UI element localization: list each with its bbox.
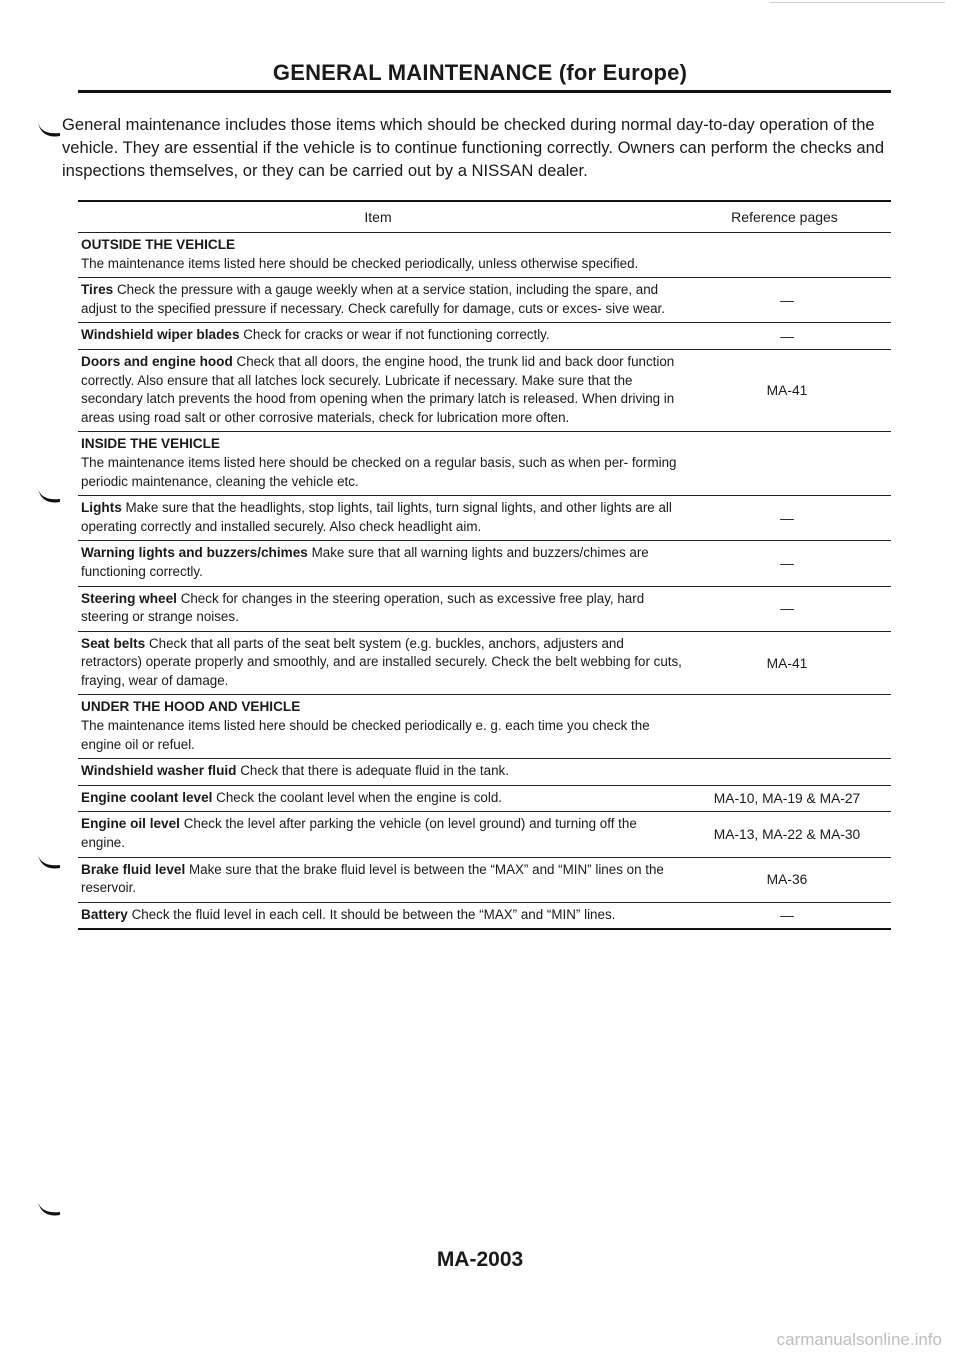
table-row: [78, 541, 891, 585]
revision-mark-icon: [36, 121, 62, 139]
watermark: carmanualsonline.info: [776, 1330, 942, 1349]
item-label: Brake fluid level: [81, 861, 186, 877]
item-cell: [78, 903, 683, 929]
header-reference-pages: Reference pages: [731, 209, 838, 225]
table-row: [78, 350, 891, 431]
revision-mark-icon: [36, 487, 62, 505]
item-cell: [78, 496, 683, 540]
item-label: Tires: [81, 282, 114, 298]
maintenance-table: [78, 200, 891, 930]
table-row: [78, 812, 891, 856]
reference-page: —: [780, 510, 794, 526]
item-cell: [78, 632, 683, 695]
item-label: Engine coolant level: [81, 789, 213, 805]
reference-page: —: [780, 292, 794, 308]
item-description: Check the fluid level in each cell. It should be between the “MAX” and “MIN” lines.: [131, 906, 616, 922]
scan-edge-line: [770, 2, 945, 3]
item-description: Make sure that the headlights, stop lights, tail lights, turn signal lights, and other lights are all operating correctly and installed securely. Also check headlight aim.: [81, 500, 672, 534]
item-label: Windshield washer fluid: [81, 763, 237, 779]
table-body: [78, 233, 891, 928]
item-description: Check for cracks or wear if not functioning correctly.: [243, 327, 550, 343]
reference-page: MA-13, MA-22 & MA-30: [713, 827, 861, 843]
table-header: [78, 202, 891, 232]
table-row: [78, 323, 891, 349]
item-label: UNDER THE HOOD AND VEHICLE: [81, 699, 301, 715]
reference-page: —: [780, 328, 794, 344]
item-cell: [78, 695, 683, 758]
item-cell: [78, 541, 683, 585]
item-cell: [78, 759, 683, 785]
header-item: Item: [364, 209, 392, 225]
item-label: Steering wheel: [81, 590, 177, 606]
item-label: Windshield wiper blades: [81, 327, 240, 343]
table-row: [78, 233, 891, 277]
item-label: INSIDE THE VEHICLE: [81, 436, 220, 452]
item-description: Check the pressure with a gauge weekly when at a service station, including the spare, and adjust to the specified pressure if necessary. Check carefully for damage, cuts or exces- sive wear.: [81, 282, 665, 316]
item-description: Check that there is adequate fluid in the tank.: [240, 763, 509, 779]
item-label: Seat belts: [81, 635, 146, 651]
item-cell: [78, 432, 683, 495]
table-row: [78, 903, 891, 929]
item-description: The maintenance items listed here should be checked periodically, unless otherwise specified.: [81, 255, 639, 271]
table-bottom-rule: [78, 928, 891, 930]
revision-mark-icon: [36, 853, 62, 871]
reference-page: —: [780, 908, 794, 924]
item-description: The maintenance items listed here should be checked on a regular basis, such as when per- forming periodic maintenance, cleaning the vehicle etc.: [81, 454, 677, 489]
table-row: [78, 496, 891, 540]
item-label: Engine oil level: [81, 816, 180, 832]
table-row: [78, 587, 891, 631]
table-row: [78, 432, 891, 495]
table-row: [78, 632, 891, 695]
item-description: The maintenance items listed here should be checked periodically e. g. each time you check the engine oil or refuel.: [81, 718, 650, 752]
title-underline: [78, 90, 891, 93]
item-description: Check that all parts of the seat belt system (e.g. buckles, anchors, adjusters and retractors) operate properly and smoothly, and are installed securely. Check the belt webbing for cuts, fraying, wear of damage.: [81, 635, 682, 688]
item-description: Check the level after parking the vehicle (on level ground) and turning off the engine.: [81, 816, 637, 851]
table-row: [78, 278, 891, 322]
table-row: [78, 786, 891, 812]
page-title: GENERAL MAINTENANCE (for Europe): [272, 60, 688, 85]
item-cell: [78, 233, 683, 277]
item-cell: [78, 786, 683, 812]
reference-page: MA-36: [766, 872, 808, 888]
item-cell: [78, 323, 683, 349]
item-label: Warning lights and buzzers/chimes: [81, 545, 308, 561]
table-row: [78, 759, 891, 785]
table-row: [78, 695, 891, 758]
reference-page: —: [780, 555, 794, 571]
item-cell: [78, 858, 683, 902]
reference-page: MA-10, MA-19 & MA-27: [713, 791, 861, 807]
item-label: Doors and engine hood: [81, 353, 233, 369]
item-cell: [78, 278, 683, 322]
revision-mark-icon: [36, 1200, 62, 1218]
item-label: Battery: [81, 906, 128, 922]
table-row: [78, 858, 891, 902]
reference-page: MA-41: [766, 383, 808, 399]
item-description: Check the coolant level when the engine is cold.: [216, 789, 503, 805]
intro-paragraph: General maintenance includes those items which should be checked during normal day-to-day operation of the vehicle. They are essential if the vehicle is to continue functioning correctly. Owners can perform the checks and inspections themselves, or they can be carried out by a NISSAN dealer.: [62, 115, 885, 180]
item-description: Make sure that the brake fluid level is between the “MAX” and “MIN” lines on the reservoir.: [81, 861, 664, 896]
page-number: MA-2003: [436, 1248, 524, 1271]
item-cell: [78, 350, 683, 431]
item-label: OUTSIDE THE VEHICLE: [81, 237, 236, 252]
item-description: Check that all doors, the engine hood, the trunk lid and back door function correctly. Also ensure that all latches lock securely. Lubricate if necessary. Make sure that the secondary latch prevents the hood from opening when the primary latch is released. When driving in areas using road salt or other corrosive materials, check for lubrication more often.: [81, 353, 675, 425]
item-cell: [78, 812, 683, 856]
item-description: Make sure that all warning lights and buzzers/chimes are functioning correctly.: [81, 545, 649, 579]
item-description: Check for changes in the steering operation, such as excessive free play, hard steering or strange noises.: [81, 590, 645, 625]
item-cell: [78, 587, 683, 631]
item-label: Lights: [81, 500, 122, 516]
reference-page: MA-41: [766, 655, 808, 671]
reference-page: —: [780, 601, 794, 617]
